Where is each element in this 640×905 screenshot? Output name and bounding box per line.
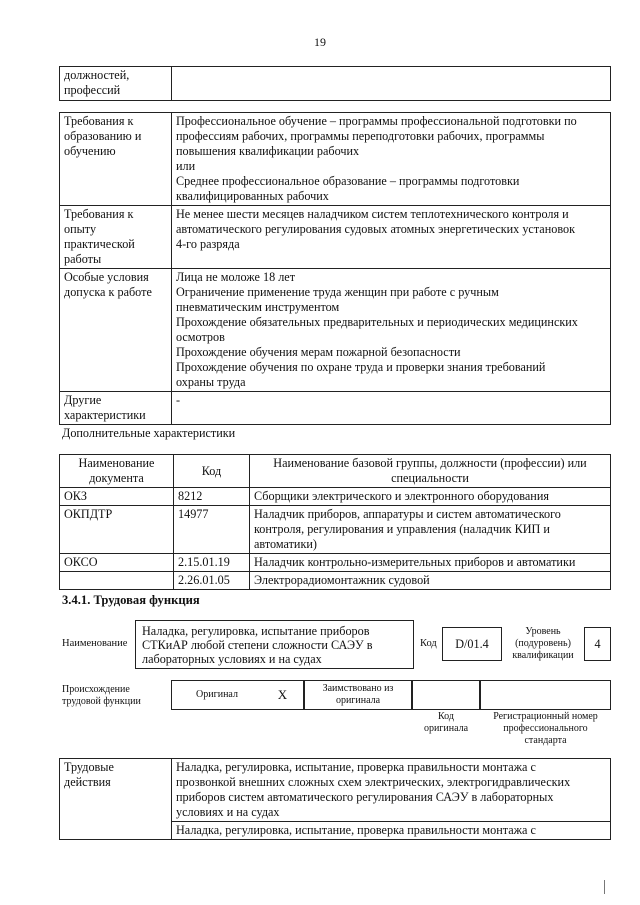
requirement-row-other <box>60 392 611 425</box>
table-row <box>60 572 611 590</box>
level-value: 4 <box>584 627 611 661</box>
actions-row <box>60 759 611 822</box>
requirement-label: Требования к образованию и обучению <box>60 113 172 206</box>
name-cell: Наладчик контрольно-измерительных приборов и автоматики <box>250 554 611 572</box>
additional-title: Дополнительные характеристики <box>62 426 236 440</box>
requirement-value: Профессиональное обучение – программы профессиональной подготовки по профессиям рабочих, программы переподготовки рабочих, программы повышения квалификации рабочих или Среднее профессиональное образование – программы подготовки квалифицированных рабочих <box>172 113 611 206</box>
name-cell: Электрорадиомонтажник судовой <box>250 572 611 590</box>
origin-reg-caption: Регистрационный номер профессионального стандарта <box>493 711 598 746</box>
function-code-label: Код <box>420 638 437 649</box>
code-cell: 2.26.01.05 <box>174 572 250 590</box>
continuation-table <box>59 66 611 101</box>
code-cell: 2.15.01.19 <box>174 554 250 572</box>
requirement-row-education <box>60 113 611 206</box>
header-code: Код <box>174 455 250 488</box>
additional-table <box>59 454 611 590</box>
doc-cell: ОКСО <box>60 554 174 572</box>
header-doc: Наименование документа <box>60 455 174 488</box>
actions-label: Трудовые действия <box>60 759 172 840</box>
function-heading: 3.4.1. Трудовая функция <box>62 593 200 607</box>
origin-label: Происхождение трудовой функции <box>62 684 141 707</box>
function-code-value: D/01.4 <box>442 627 502 661</box>
requirements-table <box>59 112 611 425</box>
name-cell: Сборщики электрического и электронного оборудования <box>250 488 611 506</box>
requirement-row-experience <box>60 206 611 269</box>
requirement-value: Не менее шести месяцев наладчиком систем теплотехнического контроля и автоматического регулирования судовых атомных энергетических установок 4-го разряда <box>172 206 611 269</box>
requirement-label: Другие характеристики <box>60 392 172 425</box>
additional-header-row <box>60 455 611 488</box>
table-row <box>60 488 611 506</box>
header-name: Наименование базовой группы, должности (профессии) или специальности <box>250 455 611 488</box>
name-cell: Наладчик приборов, аппаратуры и систем автоматического контроля, регулирования и управления (наладчик КИП и автоматики) <box>250 506 611 554</box>
code-cell: 14977 <box>174 506 250 554</box>
origin-borrowed-cell: Заимствовано из оригинала <box>304 680 412 710</box>
code-cell: 8212 <box>174 488 250 506</box>
requirement-value: Лица не моложе 18 лет Ограничение применение труда женщин при работе с ручным пневматическим инструментом Прохождение обязательных предварительных и периодических медицинских осмотров Прохождение обучения мерам пожарной безопасности Прохождение обучения по охране труда и проверки знания требований охраны труда <box>172 269 611 392</box>
level-label: Уровень (подуровень) квалификации <box>512 626 574 661</box>
table-row <box>60 554 611 572</box>
origin-mark-cell: X <box>262 680 304 710</box>
doc-cell <box>60 572 174 590</box>
scan-mark <box>604 880 605 894</box>
function-name-label: Наименование <box>62 638 128 649</box>
actions-table <box>59 758 611 840</box>
requirement-row-admission <box>60 269 611 392</box>
requirement-label: Особые условия допуска к работе <box>60 269 172 392</box>
page-number: 19 <box>314 35 326 49</box>
continuation-value <box>172 67 611 101</box>
requirement-label: Требования к опыту практической работы <box>60 206 172 269</box>
doc-cell: ОКПДТР <box>60 506 174 554</box>
table-row <box>60 506 611 554</box>
action-item: Наладка, регулировка, испытание, проверка правильности монтажа с прозвонкой внешних сложных схем электрических, электрогидравлических приборов систем автоматического регулирования САЭУ в лабораторных условиях и на судах <box>172 759 611 822</box>
origin-code-cell <box>412 680 480 710</box>
function-name-box: Наладка, регулировка, испытание приборов СТКиАР любой степени сложности САЭУ в лабораторных условиях и на судах <box>135 620 414 669</box>
origin-reg-cell <box>480 680 611 710</box>
origin-original-cell: Оригинал <box>171 680 262 710</box>
origin-code-caption: Код оригинала <box>423 711 469 734</box>
action-item: Наладка, регулировка, испытание, проверка правильности монтажа с <box>172 822 611 840</box>
continuation-label: должностей, профессий <box>60 67 172 101</box>
doc-cell: ОКЗ <box>60 488 174 506</box>
requirement-value: - <box>172 392 611 425</box>
